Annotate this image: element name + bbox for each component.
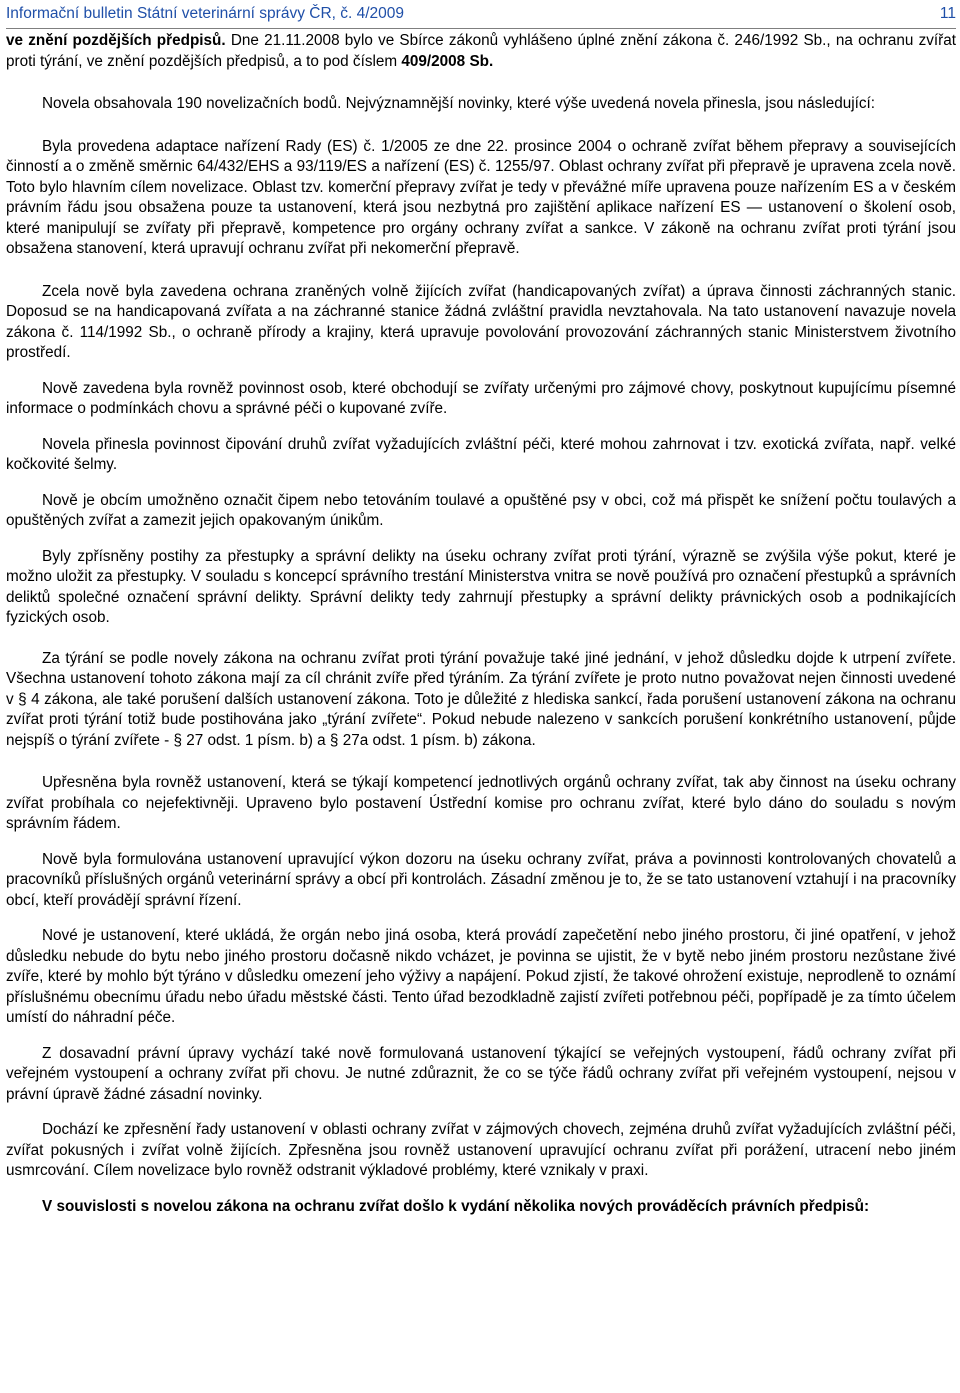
paragraph-5: Nově zavedena byla rovněž povinnost osob, které obchodují se zvířaty určenými pro zájmové chovy, poskytnout kupujícímu písemné informace o podmínkách chovu a správné péči o kupované zvíře. [6, 379, 956, 417]
paragraph-12: Nové je ustanovení, které ukládá, že orgán nebo jiná osoba, která provádí zapečetění nebo jiného prostoru, či jiné opatření, v jehož důsledku nebude do bytu nebo jiného prostoru dočasně nikdo vcházet, je povinna se ujistit, že v bytě nebo jiném prostoru nezůstane živé zvíře, které by mohlo být týráno v důsledku omezení jeho výživy a napájení. Pokud zjistí, že takové ohrožení existuje, neprodleně to oznámí příslušnému obecnímu úřadu nebo úřadu městské části. Tento úřad bezodkladně zajistí zvířeti potřebnou péči, popřípadě je za tímto účelem umístí do náhradní péče. [6, 927, 956, 1026]
document-page [6, 0, 956, 1217]
paragraph-1 [6, 31, 956, 72]
paragraph-6: Novela přinesla povinnost čipování druhů zvířat vyžadujících zvláštní péči, které mohou zahrnovat i tzv. exotická zvířata, např. velké kočkovité šelmy. [6, 435, 956, 473]
paragraph-7: Nově je obcím umožněno označit čipem nebo tetováním toulavé a opuštěné psy v obci, což má přispět ke snížení počtu toulavých a opuštěných zvířat a zamezit jejich opakovaným únikům. [6, 491, 956, 529]
page-number: 11 [939, 5, 956, 22]
paragraph-2: Novela obsahovala 190 novelizačních bodů. Nejvýznamnější novinky, které výše uvedená novela přinesla, jsou následující: [42, 95, 876, 112]
paragraph-11: Nově byla formulována ustanovení upravující výkon dozoru na úseku ochrany zvířat, práva a povinnosti kontrolovaných chovatelů a pracovníků příslušných orgánů veterinární správy a obcí při kontrolách. Zásadní změnou je to, že se tato ustanovení vztahují i na pracovníky obcí, kteří provádějí správní řízení. [6, 850, 956, 909]
page-header [6, 0, 956, 29]
paragraph-4: Zcela nově byla zavedena ochrana zraněných volně žijících zvířat (handicapovaných zvířat) a úprava činnosti záchranných stanic. Doposud se na handicapovaná zvířata a na záchranné stanice žádná zvláštní pravidla nevztahovala. Na tato ustanovení navazuje novela zákona č. 114/1992 Sb., o ochraně přírody a krajiny, která upravuje povolování provozování záchranných stanic Ministerstvem životního prostředí. [6, 282, 956, 361]
paragraph-1-middle: Dne 21.11.2008 bylo ve Sbírce zákonů vyhlášeno úplné znění zákona č. 246/1992 Sb., na ochranu zvířat proti týrání, ve znění pozdějších předpisů, a to pod číslem [6, 32, 957, 70]
law-number: 409/2008 Sb. [401, 52, 494, 70]
paragraph-1-start: ve znění pozdějších předpisů. [6, 32, 226, 49]
paragraph-14: Dochází ke zpřesnění řady ustanovení v oblasti ochrany zvířat v zájmových chovech, zejména druhů zvířat vyžadujících zvláštní péči, zvířat pokusných i zvířat volně žijících. Zpřesněna jsou rovněž ustanovení upravující ochranu zvířat při porážení, utracení nebo jiném usmrcování. Cílem novelizace bylo rovněž odstranit výkladové problémy, které vznikaly v praxi. [6, 1121, 956, 1179]
paragraph-8: Byly zpřísněny postihy za přestupky a správní delikty na úseku ochrany zvířat proti týrání, výrazně se zvýšila výše pokut, které je možno uložit za přestupky. V souladu s koncepcí správního trestání Ministerstva vnitra se nově používá pro označení přestupků a správních deliktů společné označení správní delikty. Správní delikty tedy zahrnují přestupky a správní delikty právnických osob a podnikajících fyzických osob. [6, 547, 956, 626]
bulletin-title: Informační bulletin Státní veterinární správy ČR, č. 4/2009 [6, 5, 405, 22]
paragraph-13: Z dosavadní právní úpravy vychází také nově formulovaná ustanovení týkající se veřejných vystoupení, řádů ochrany zvířat při veřejném vystoupení a ochrany zvířat při chovu. Je nutné zdůraznit, že co se týče řádů ochrany zvířat při veřejném vystoupení, nejsou v právní úpravě žádné zásadní novinky. [6, 1044, 956, 1103]
paragraph-9: Za týrání se podle novely zákona na ochranu zvířat proti týrání považuje také jiné jednání, v jehož důsledku dojde k utrpení zvířete. Všechna ustanovení tohoto zákona mají za cíl chránit zvíře před týráním. Za týrání zvířete je proto nutno považovat nejen činnosti uvedené v § 4 zákona, ale také porušení dalších ustanovení zákona. Toto je důležité z hlediska sankcí, řada porušení ustanovení zákona na ochranu zvířat proti týrání totiž bude postihována jako „týrání zvířete“. Pokud nebude nalezeno v sankcích porušení konkrétního ustanovení, půjde nejspíš o týrání zvířete - § 27 odst. 1 písm. b) a § 27a odst. 1 písm. b) zákona. [6, 649, 956, 749]
paragraph-3: Byla provedena adaptace nařízení Rady (ES) č. 1/2005 ze dne 22. prosince 2004 o ochraně zvířat během přepravy a souvisejících činností a o změně směrnic 64/432/EHS a 93/119/ES a nařízení (ES) č. 1255/97. Oblast ochrany zvířat při přepravě je upravena zcela nově. Toto bylo hlavním cílem novelizace. Oblast tzv. komerční přepravy zvířat je tedy v převážné míře upravena pouze nařízením ES a v českém právním řádu jsou obsažena pouze ta ustanovení, která jsou nezbytná pro zajištění aplikace nařízení ES — ustanovení o školení osob, které manipulují se zvířaty při přepravě, kompetence pro orgány ochrany zvířat a sankce. V zákoně na ochranu zvířat proti týrání jsou obsažena stanovení, která upravují ochranu zvířat při nekomerční přepravě. [6, 137, 956, 257]
paragraph-15: V souvislosti s novelou zákona na ochranu zvířat došlo k vydání několika nových prováděcích právních předpisů: [42, 1197, 870, 1215]
paragraph-10: Upřesněna byla rovněž ustanovení, která se týkají kompetencí jednotlivých orgánů ochrany zvířat, tak aby činnost na úseku ochrany zvířat probíhala co nejefektivněji. Upraveno bylo postavení Ústřední komise pro ochranu zvířat, které bylo dáno do souladu s novým správním řádem. [6, 774, 956, 832]
document-body [6, 31, 956, 1217]
